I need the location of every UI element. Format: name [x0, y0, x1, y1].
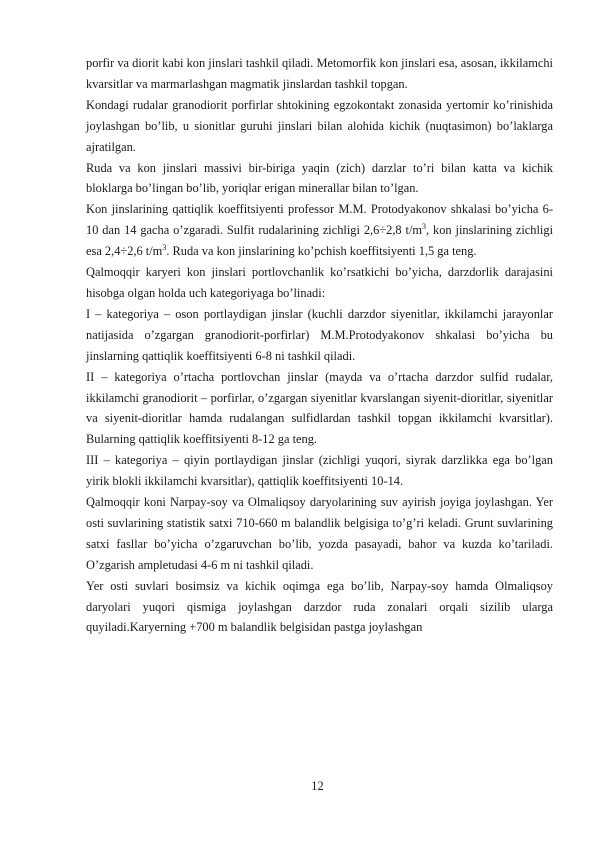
paragraph-hardness-density: [86, 199, 553, 262]
paragraph-ore-location: Kondagi rudalar granodiorit porfirlar shtokining egzokontakt zonasida yertomir ko’rinishida joylashgan bo’lib, u sionitlar guruhi jinslari bilan alohida kichik (nuqtasimon) bo’laklarga ajratilgan.: [86, 97, 553, 154]
superscript-3: 3: [422, 222, 427, 232]
superscript-3: 3: [162, 243, 167, 253]
page-number: 12: [311, 779, 324, 793]
paragraph-groundwater: Qalmoqqir koni Narpay-soy va Olmaliqsoy daryolarining suv ayirish joyiga joylashgan. Yer osti suvlarining statistik satxi 710-660 m balandlik belgisiga to’g’ri keladi. Grunt suvlarining satxi fasllar bo’yicha o’zgaruvchan bo’lib, yozda pasayadi, bahor va kuzda ko’tariladi. O’zgarish ampletudasi 4-6 m ni tashkil qiladi.: [86, 495, 553, 572]
paragraph-category-1: I – kategoriya – oson portlaydigan jinslar (kuchli darzdor siyenitlar, ikkilamchi jarayonlar natijasida o’zgargan granodiorit-porfirlar) M.M.Protodyakonov shkalasi bo’yicha bu jinslarning qattiqlik koeffitsiyenti 6-8 ni tashkil qiladi.: [86, 306, 553, 363]
paragraph-fracture-blocks: Ruda va kon jinslari massivi bir-biriga yaqin (zich) darzlar to’ri bilan katta va kichik bloklarga bo’lingan bo’lib, yoriqlar erigan minerallar bilan to’lgan.: [86, 160, 553, 196]
density-text-2: , kon jinslarining zichligi esa 2,4÷2,6 t/m: [86, 223, 554, 259]
paragraph-rock-types: porfir va diorit kabi kon jinslari tashkil qiladi. Metomorfik kon jinslari esa, asosan, ikkilamchi kvarsitlar va marmarlashgan magmatik jinslardan tashkil topgan.: [86, 56, 553, 91]
document-page: [86, 53, 553, 638]
density-text-1: Kon jinslarining qattiqlik koeffitsiyenti professor M.M. Protodyakonov shkalasi bo’yicha 6-10 dan 14 gacha o’zgaradi. Sulfit rudalarining zichligi 2,6÷2,8 t/m: [86, 202, 553, 238]
paragraph-blastability-intro: Qalmoqqir karyeri kon jinslari portlovchanlik ko’rsatkichi bo’yicha, darzdorlik darajasini hisobga olgan holda uch kategoriyaga bo’linadi:: [86, 265, 553, 300]
density-text-3: . Ruda va kon jinslarining ko’pchish koeffitsiyenti 1,5 ga teng.: [166, 244, 477, 259]
paragraph-underground-water: Yer osti suvlari bosimsiz va kichik oqimga ega bo’lib, Narpay-soy hamda Olmaliqsoy daryolari yuqori qismiga joylashgan darzdor ruda zonalari orqali sizilib ularga quyiladi.Karyerning +700 m balandlik belgisidan pastga joylashgan: [86, 578, 553, 635]
paragraph-category-2: II – kategoriya o’rtacha portlovchan jinslar (mayda va o’rtacha darzdor sulfid rudalar, ikkilamchi granodiorit – porfirlar, o’zgargan siyenitlar kvarslangan siyenit-dioritlar, siyenitlar va siyenit-dioritlar hamda rudalangan sulfidlardan tashkil topgan ikkilamchi kvarsitlar). Bularning qattiqlik koeffitsiyenti 8-12 ga teng.: [86, 369, 553, 447]
paragraph-category-3: III – kategoriya – qiyin portlaydigan jinslar (zichligi yuqori, siyrak darzlikka ega bo’lgan yirik blokli ikkilamchi kvarsitlar), qattiqlik koeffitsiyenti 10-14.: [86, 453, 553, 489]
